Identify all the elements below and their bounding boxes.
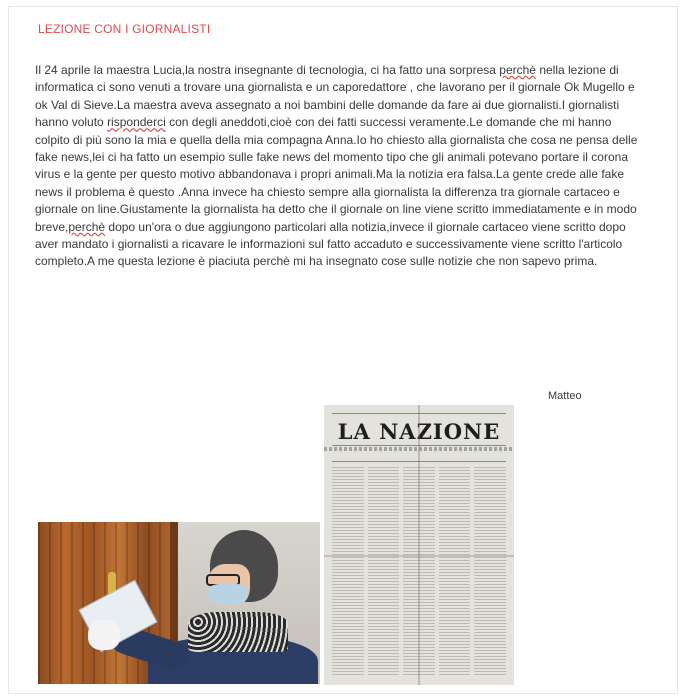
misspelled-word: perchè bbox=[499, 63, 536, 77]
la-nazione-newspaper-photo bbox=[324, 405, 514, 685]
misspelled-word: perchè bbox=[68, 219, 106, 234]
face-mask bbox=[208, 584, 248, 606]
author-signature: Matteo bbox=[548, 390, 582, 402]
document-title: LEZIONE CON I GIORNALISTI bbox=[38, 22, 211, 36]
text-segment: Il 24 aprile la maestra Lucia,la nostra insegnante di tecnologia, ci ha fatto una sorpresa bbox=[35, 63, 500, 77]
text-segment: con degli aneddoti,cioè con dei fatti successi veramente.Le domande che mi hanno colpito di più sono la mia e quella della mia compagna Anna.Io ho chiesto alla giornalista che cosa ne pensa delle fake news,lei ci ha fatto un esempio sulle fake news del momento tipo che gli animali potevano portare il corona virus e la gente per questo motivo abbandonava i propri animali.Ma la notizia era falsa.La gente crede alle fake news il problema è questo .Anna invece ha chiesto sempre alla giornalista la differenza tra giornale cartaceo e giornale on line.Giustamente la giornalista ha detto che il giornale on line viene scritto immediatamente e in modo breve, bbox=[35, 115, 638, 234]
text-segment: dopo un'ora o due aggiungono particolari alla notizia,invece il giornale cartaceo viene scritto dopo aver mandato i giornalisti a ricavare le informazioni sul fatto accaduto e successivamente viene scritto l'articolo completo.A me questa lezione è piaciuta perchè mi ha insegnato cose sulle notizie che non sapevo prima. bbox=[35, 219, 626, 269]
text-segment: nella lezione di informatica ci sono venuti a trovare una giornalista e un caporedattore , che lavorano per il giornale Ok Mugello e ok Val di Sieve.La maestra aveva assegnato a noi bambini delle domande da fare ai due giornalisti.I giornalisti hanno voluto bbox=[35, 63, 635, 130]
newspaper-masthead: LA NAZIONE bbox=[337, 419, 501, 444]
woman-delivering-newspaper-photo bbox=[38, 522, 320, 684]
document-body-text bbox=[35, 62, 645, 271]
misspelled-word: risponderci bbox=[107, 115, 166, 130]
